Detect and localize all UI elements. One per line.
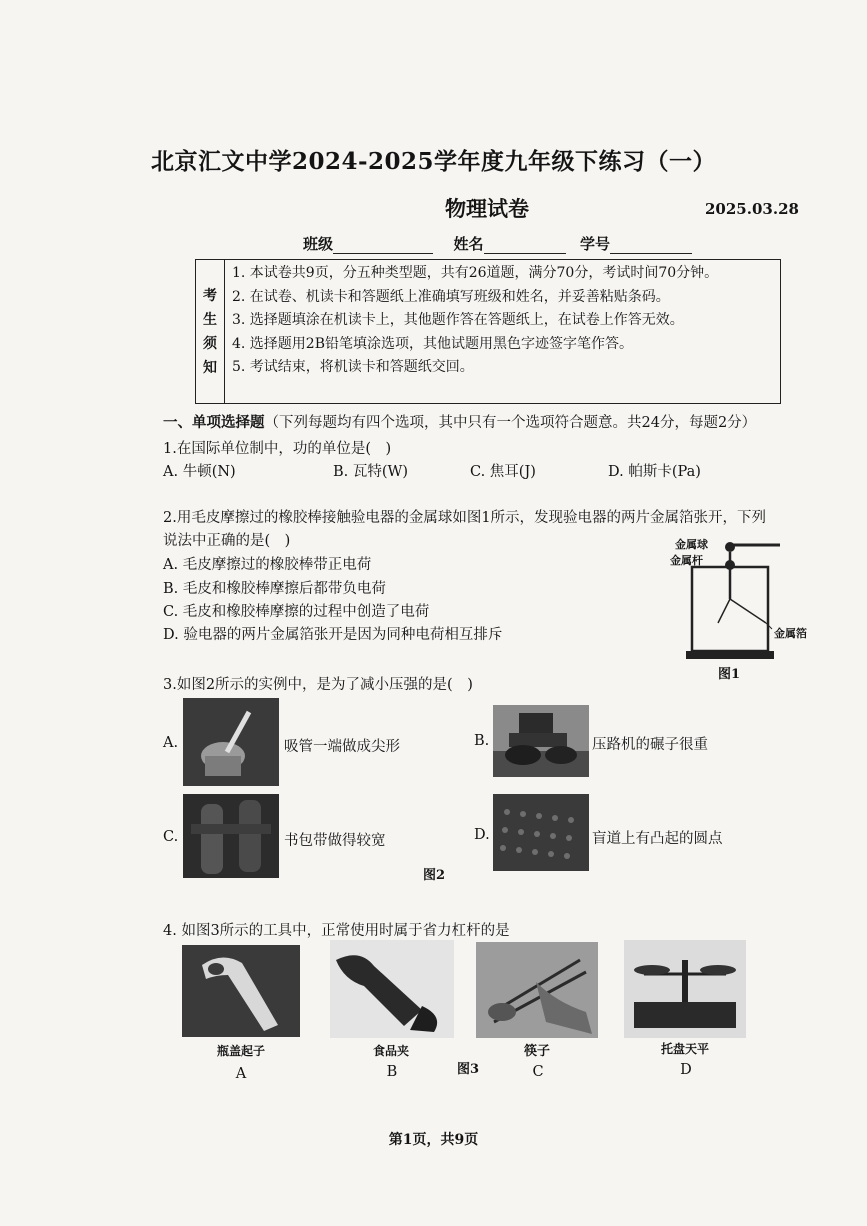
notice-side-char: 知 xyxy=(203,359,217,376)
road-roller-photo xyxy=(493,705,589,777)
notice-item: 1. 本试卷共9页，分五种类型题，共有26道题，满分70分，考试时间70分钟。 xyxy=(232,265,719,281)
q4-photo-food-tongs[interactable] xyxy=(330,940,454,1038)
q1-stem: 1.在国际单位制中，功的单位是( ) xyxy=(163,441,392,457)
exam-title: 北京汇文中学2024-2025学年度九年级下练习（一） xyxy=(150,148,717,175)
q3-option-c-text[interactable]: 书包带做得较宽 xyxy=(284,833,386,849)
notice-items xyxy=(232,262,772,380)
notice-item: 5. 考试结束，将机读卡和答题纸交回。 xyxy=(232,359,474,375)
notice-item: 4. 选择题用2B铅笔填涂选项，其他试题用黑色字迹签字笔作答。 xyxy=(232,335,634,352)
chopsticks-photo xyxy=(476,942,598,1038)
q3-option-d-text[interactable]: 盲道上有凸起的圆点 xyxy=(592,831,723,847)
id-blank xyxy=(610,237,692,254)
q4-photo-bottle-opener[interactable] xyxy=(182,945,300,1037)
q3-option-d-letter[interactable]: D. xyxy=(474,827,490,843)
q1-option-d[interactable]: D. 帕斯卡(Pa) xyxy=(608,464,701,480)
label-metal-ball: 金属球 xyxy=(675,538,708,551)
q2-option-d[interactable]: D. 验电器的两片金属箔张开是因为同种电荷相互排斥 xyxy=(163,627,503,643)
q3-option-c-letter[interactable]: C. xyxy=(163,829,179,845)
name-blank xyxy=(484,237,566,254)
q3-photo-backpack xyxy=(183,794,279,878)
figure-1-electroscope xyxy=(668,533,843,683)
q2-option-a[interactable]: A. 毛皮摩擦过的橡胶棒带正电荷 xyxy=(163,557,372,573)
q2-option-b[interactable]: B. 毛皮和橡胶棒摩擦后都带负电荷 xyxy=(163,581,386,597)
tactile-paving-photo xyxy=(493,794,589,871)
notice-item: 3. 选择题填涂在机读卡上，其他题作答在答题纸上，在试卷上作答无效。 xyxy=(232,312,684,328)
q4-caption-a: 瓶盖起子 xyxy=(216,1044,265,1058)
q4-caption-c: 筷子 xyxy=(523,1044,550,1059)
q3-photo-road-roller xyxy=(493,705,589,777)
q4-option-c[interactable]: C xyxy=(532,1064,544,1080)
straw-photo xyxy=(183,698,279,786)
page-number-footer: 第1页，共9页 xyxy=(388,1132,479,1148)
q3-stem: 3.如图2所示的实例中，是为了减小压强的是( ) xyxy=(163,677,473,693)
backpack-photo xyxy=(183,794,279,878)
notice-item: 2. 在试卷、机读卡和答题纸上准确填写班级和姓名，并妥善粘贴条码。 xyxy=(232,288,670,305)
exam-subtitle: 物理试卷 xyxy=(445,196,529,221)
figure-2-caption: 图2 xyxy=(423,868,446,883)
notice-side-label xyxy=(196,260,225,403)
q4-stem: 4. 如图3所示的工具中，正常使用时属于省力杠杆的是 xyxy=(163,923,510,939)
class-blank xyxy=(333,237,433,254)
q3-photo-tactile-paving xyxy=(493,794,589,871)
label-metal-rod: 金属杆 xyxy=(670,554,703,567)
exam-date: 2025.03.28 xyxy=(705,200,799,218)
student-info-fields xyxy=(303,233,692,254)
bottle-opener-photo xyxy=(182,945,300,1037)
q4-option-d[interactable]: D xyxy=(680,1062,692,1078)
balance-photo xyxy=(624,940,746,1038)
name-label: 姓名 xyxy=(453,235,484,253)
food-tongs-photo xyxy=(330,940,454,1038)
q4-caption-b: 食品夹 xyxy=(372,1044,409,1058)
q1-option-c[interactable]: C. 焦耳(J) xyxy=(470,464,536,480)
section-title: 一、单项选择题 xyxy=(163,414,265,431)
q2-stem-line1: 2.用毛皮摩擦过的橡胶棒接触验电器的金属球如图1所示，发现验电器的两片金属箔张开，下列 xyxy=(163,510,767,526)
notice-side-char: 须 xyxy=(203,335,217,352)
q3-option-a-text[interactable]: 吸管一端做成尖形 xyxy=(284,739,400,755)
class-label: 班级 xyxy=(303,235,334,253)
figure-1-caption: 图1 xyxy=(718,667,741,682)
q1-option-a[interactable]: A. 牛顿(N) xyxy=(163,464,236,480)
q4-option-b[interactable]: B xyxy=(386,1064,398,1080)
section-desc: （下列每题均有四个选项，其中只有一个选项符合题意。共24分，每题2分） xyxy=(264,415,757,431)
q3-option-b-text[interactable]: 压路机的碾子很重 xyxy=(592,737,708,753)
q4-caption-d: 托盘天平 xyxy=(660,1042,709,1056)
q4-option-a[interactable]: A xyxy=(235,1066,247,1082)
exam-notice-box xyxy=(195,259,781,404)
section-heading xyxy=(163,411,756,432)
notice-side-char: 考 xyxy=(203,287,217,304)
q2-option-c[interactable]: C. 毛皮和橡胶棒摩擦的过程中创造了电荷 xyxy=(163,604,430,620)
label-metal-foil: 金属箔 xyxy=(774,627,807,640)
q3-option-a-letter[interactable]: A. xyxy=(163,735,179,751)
figure-3-caption: 图3 xyxy=(457,1062,480,1077)
q4-photo-balance[interactable] xyxy=(624,940,746,1038)
q4-photo-chopsticks[interactable] xyxy=(476,942,598,1038)
notice-side-char: 生 xyxy=(203,311,217,328)
id-label: 学号 xyxy=(579,235,610,253)
q2-stem-line2: 说法中正确的是( ) xyxy=(163,533,291,549)
q3-photo-straw xyxy=(183,698,279,786)
q3-option-b-letter[interactable]: B. xyxy=(474,733,490,749)
q1-option-b[interactable]: B. 瓦特(W) xyxy=(333,464,409,480)
